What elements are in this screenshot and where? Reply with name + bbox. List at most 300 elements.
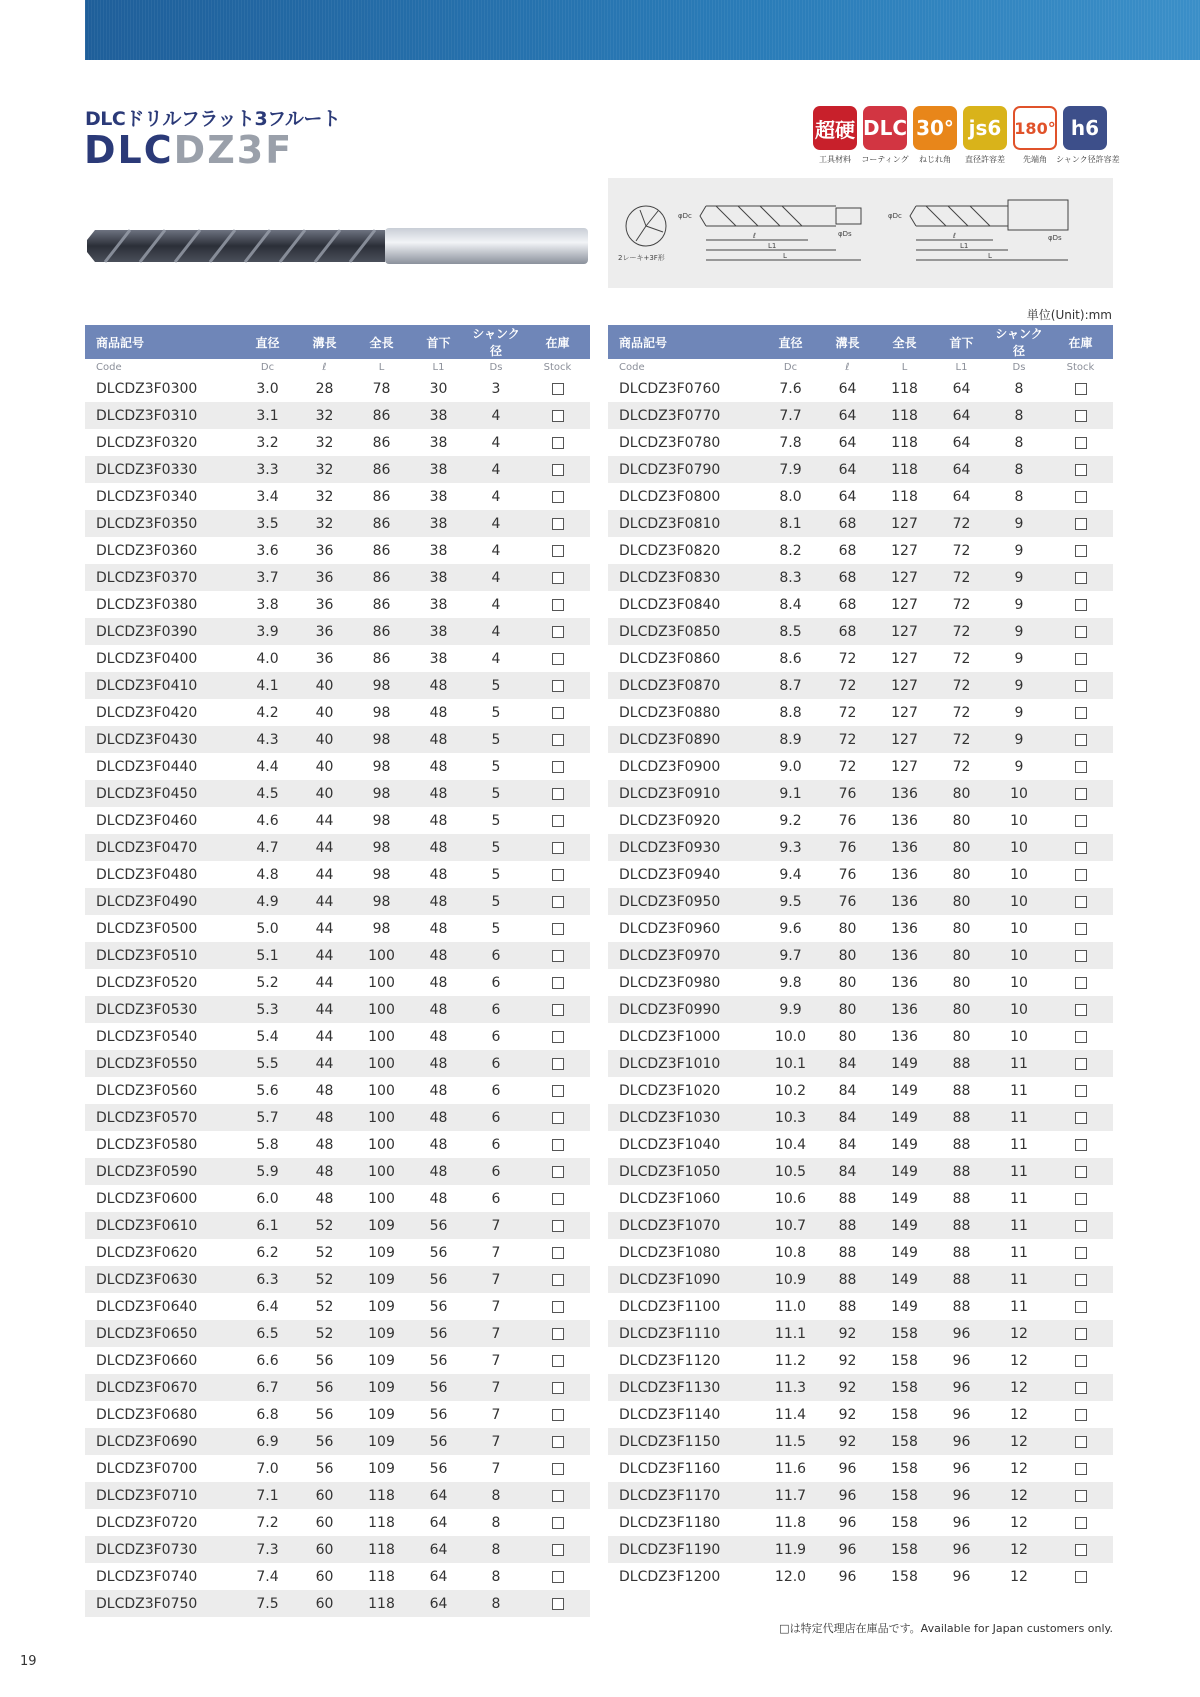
cell-diameter: 8.9 (762, 726, 819, 753)
cell-stock (525, 1023, 590, 1050)
cell-diameter: 10.9 (762, 1266, 819, 1293)
cell-neck-length: 48 (429, 812, 448, 829)
feature-icons (813, 106, 1120, 166)
cell-stock (1048, 888, 1113, 915)
stock-checkbox-icon (1075, 1382, 1087, 1394)
cell-code: DLCDZ3F0680 (96, 1406, 198, 1423)
cell-neck-length: 56 (429, 1406, 448, 1423)
cell-flute-length: 32 (315, 434, 334, 451)
cell-neck-length: 38 (429, 650, 448, 667)
cell-stock (525, 1239, 590, 1266)
stock-checkbox-icon (552, 788, 564, 800)
cell-overall-length: 149 (891, 1298, 918, 1315)
stock-checkbox-icon (1075, 1301, 1087, 1313)
cell-overall-length: 98 (372, 812, 391, 829)
cell-flute-length: 32 (296, 510, 353, 537)
helix-angle-icon: 30° (913, 106, 957, 150)
cell-overall-length: 158 (876, 1320, 933, 1347)
spec-table-left (85, 325, 590, 1617)
subheader-cell: Dc (239, 359, 296, 375)
cell-overall-length: 109 (353, 1428, 410, 1455)
table-row (608, 1293, 1113, 1320)
stock-checkbox-icon (1075, 1247, 1087, 1259)
cell-shank-diameter: 8 (467, 1536, 525, 1563)
cell-code: DLCDZ3F0610 (85, 1212, 239, 1239)
subheader-cell: Stock (1048, 359, 1113, 375)
cell-flute-length: 52 (296, 1320, 353, 1347)
cell-flute-length: 88 (838, 1244, 857, 1261)
table-row (85, 537, 590, 564)
cell-overall-length: 127 (876, 726, 933, 753)
cell-overall-length: 109 (368, 1298, 395, 1315)
cell-stock (1048, 618, 1113, 645)
cell-overall-length: 118 (368, 1568, 395, 1585)
overall-length-label: L (988, 252, 992, 260)
cell-stock (525, 996, 590, 1023)
cell-stock (525, 402, 590, 429)
table-row (85, 699, 590, 726)
cell-overall-length: 136 (876, 888, 933, 915)
table-row (608, 915, 1113, 942)
cell-neck-length: 48 (429, 1136, 448, 1153)
cell-shank-diameter: 7 (491, 1244, 501, 1261)
cell-overall-length: 158 (876, 1536, 933, 1563)
cell-flute-length: 52 (296, 1212, 353, 1239)
cell-flute-length: 44 (296, 996, 353, 1023)
cell-diameter: 7.0 (256, 1460, 279, 1477)
cell-neck-length: 64 (429, 1568, 448, 1585)
stock-checkbox-icon (552, 950, 564, 962)
cell-stock (525, 375, 590, 402)
stock-checkbox-icon (552, 518, 564, 530)
cell-flute-length: 44 (296, 1050, 353, 1077)
cell-stock (525, 591, 590, 618)
cell-flute-length: 44 (315, 812, 334, 829)
cell-flute-length: 76 (819, 780, 876, 807)
cell-flute-length: 36 (315, 542, 334, 559)
cell-flute-length: 56 (296, 1428, 353, 1455)
table-row (85, 1131, 590, 1158)
cell-diameter: 11.0 (774, 1298, 807, 1315)
cell-overall-length: 158 (876, 1428, 933, 1455)
table-row (608, 1212, 1113, 1239)
cell-neck-length: 88 (952, 1244, 971, 1261)
stock-checkbox-icon (1075, 896, 1087, 908)
ds-label: φDs (1048, 234, 1062, 242)
cell-neck-length: 96 (952, 1406, 971, 1423)
table-row (608, 1320, 1113, 1347)
cell-code: DLCDZ3F0670 (85, 1374, 239, 1401)
cell-shank-diameter: 9 (990, 510, 1048, 537)
cell-flute-length: 60 (315, 1568, 334, 1585)
cell-neck-length: 48 (410, 1104, 467, 1131)
cell-overall-length: 86 (372, 488, 391, 505)
cell-overall-length: 158 (876, 1482, 933, 1509)
cell-overall-length: 118 (353, 1590, 410, 1617)
cell-stock (525, 1482, 590, 1509)
cell-code: DLCDZ3F0430 (85, 726, 239, 753)
table-row (85, 861, 590, 888)
cell-neck-length: 48 (410, 834, 467, 861)
cell-shank-diameter: 12 (1010, 1406, 1028, 1423)
cell-stock (525, 456, 590, 483)
cell-shank-diameter: 11 (990, 1212, 1048, 1239)
cell-shank-diameter: 8 (1014, 488, 1024, 505)
cell-code: DLCDZ3F0900 (619, 758, 721, 775)
cell-overall-length: 98 (353, 672, 410, 699)
cell-flute-length: 76 (819, 834, 876, 861)
table-row (608, 483, 1113, 510)
cell-diameter: 3.6 (256, 542, 279, 559)
cell-flute-length: 84 (819, 1104, 876, 1131)
cell-shank-diameter: 5 (467, 726, 525, 753)
table-row (85, 1536, 590, 1563)
stock-checkbox-icon (1075, 1409, 1087, 1421)
table-row (608, 1563, 1113, 1590)
cell-overall-length: 149 (876, 1266, 933, 1293)
cell-flute-length: 52 (315, 1244, 334, 1261)
cell-neck-length: 72 (952, 704, 971, 721)
stock-checkbox-icon (1075, 1004, 1087, 1016)
table-row (85, 1212, 590, 1239)
cell-neck-length: 56 (429, 1352, 448, 1369)
stock-checkbox-icon (1075, 1517, 1087, 1529)
cell-stock (525, 1536, 590, 1563)
cell-overall-length: 100 (368, 1190, 395, 1207)
cell-flute-length: 44 (315, 974, 334, 991)
cell-overall-length: 136 (876, 834, 933, 861)
cell-flute-length: 80 (838, 1028, 857, 1045)
cell-flute-length: 52 (296, 1266, 353, 1293)
cell-shank-diameter: 10 (990, 996, 1048, 1023)
table-row (608, 1266, 1113, 1293)
icon-caption: 工具材料 (819, 155, 851, 164)
table-row (85, 1374, 590, 1401)
cell-diameter: 6.9 (239, 1428, 296, 1455)
table-row (608, 1374, 1113, 1401)
cell-diameter: 11.4 (774, 1406, 807, 1423)
cell-shank-diameter: 6 (491, 1190, 501, 1207)
cell-overall-length: 118 (891, 488, 918, 505)
stock-checkbox-icon (1075, 1112, 1087, 1124)
cell-neck-length: 64 (933, 456, 990, 483)
cell-code: DLCDZ3F0990 (608, 996, 762, 1023)
cell-flute-length: 64 (838, 380, 857, 397)
cell-stock (525, 888, 590, 915)
cell-stock (1048, 1158, 1113, 1185)
cell-code: DLCDZ3F0320 (96, 434, 198, 451)
cell-code: DLCDZ3F1000 (619, 1028, 721, 1045)
cell-stock (1048, 402, 1113, 429)
stock-checkbox-icon (552, 734, 564, 746)
cell-overall-length: 127 (876, 618, 933, 645)
cell-neck-length: 80 (933, 942, 990, 969)
stock-checkbox-icon (552, 869, 564, 881)
col-overall-length: 全長 (353, 325, 410, 359)
table-row (608, 456, 1113, 483)
stock-checkbox-icon (1075, 1220, 1087, 1232)
cell-overall-length: 86 (372, 650, 391, 667)
cell-flute-length: 80 (838, 920, 857, 937)
stock-checkbox-icon (1075, 869, 1087, 881)
product-title-suffix: DZ3F (173, 128, 294, 172)
cell-shank-diameter: 11 (990, 1266, 1048, 1293)
cell-diameter: 3.9 (239, 618, 296, 645)
cell-shank-diameter: 6 (491, 1082, 501, 1099)
cell-code: DLCDZ3F0440 (96, 758, 198, 775)
cell-stock (525, 1104, 590, 1131)
cell-diameter: 8.3 (762, 564, 819, 591)
cell-code: DLCDZ3F0700 (96, 1460, 198, 1477)
cell-diameter: 8.8 (779, 704, 802, 721)
cell-diameter: 11.9 (762, 1536, 819, 1563)
table-row (85, 1293, 590, 1320)
cell-shank-diameter: 4 (491, 434, 501, 451)
cell-stock (1048, 1320, 1113, 1347)
stock-checkbox-icon (1075, 923, 1087, 935)
cell-code: DLCDZ3F0860 (619, 650, 721, 667)
cell-neck-length: 64 (410, 1590, 467, 1617)
table-row (85, 1158, 590, 1185)
cell-overall-length: 136 (891, 866, 918, 883)
cell-diameter: 10.1 (762, 1050, 819, 1077)
cell-flute-length: 44 (296, 888, 353, 915)
table-subheader-row (608, 359, 1113, 375)
table-row (85, 1509, 590, 1536)
cell-overall-length: 78 (372, 380, 391, 397)
cell-diameter: 7.4 (256, 1568, 279, 1585)
table-row (608, 726, 1113, 753)
stock-checkbox-icon (1075, 1328, 1087, 1340)
cell-diameter: 7.6 (779, 380, 802, 397)
table-row (608, 996, 1113, 1023)
cell-neck-length: 88 (933, 1050, 990, 1077)
cell-flute-length: 92 (838, 1406, 857, 1423)
cell-flute-length: 36 (315, 596, 334, 613)
cell-shank-diameter: 11 (990, 1104, 1048, 1131)
table-row (85, 1347, 590, 1374)
cell-shank-diameter: 6 (467, 1158, 525, 1185)
cell-stock (1048, 510, 1113, 537)
cell-overall-length: 86 (353, 402, 410, 429)
cell-overall-length: 127 (891, 704, 918, 721)
product-title-prefix: DLC (84, 128, 174, 172)
cell-code: DLCDZ3F1200 (619, 1568, 721, 1585)
stock-checkbox-icon (1075, 1274, 1087, 1286)
subheader-cell: Stock (525, 359, 590, 375)
cell-flute-length: 44 (296, 942, 353, 969)
table-row (608, 1401, 1113, 1428)
cell-shank-diameter: 4 (467, 618, 525, 645)
cell-diameter: 6.7 (239, 1374, 296, 1401)
cell-code: DLCDZ3F1110 (608, 1320, 762, 1347)
table-row (608, 1536, 1113, 1563)
cell-diameter: 6.2 (256, 1244, 279, 1261)
cell-diameter: 11.2 (774, 1352, 807, 1369)
cell-stock (525, 807, 590, 834)
cell-code: DLCDZ3F1090 (608, 1266, 762, 1293)
cell-neck-length: 30 (429, 380, 448, 397)
cell-diameter: 3.0 (256, 380, 279, 397)
cell-diameter: 9.4 (779, 866, 802, 883)
cell-code: DLCDZ3F0880 (619, 704, 721, 721)
table-row (608, 402, 1113, 429)
stock-checkbox-icon (552, 1598, 564, 1610)
cell-overall-length: 98 (353, 834, 410, 861)
cell-neck-length: 72 (952, 542, 971, 559)
table-row (608, 1455, 1113, 1482)
table-row (85, 672, 590, 699)
icon-caption: 直径許容差 (965, 155, 1005, 164)
cell-flute-length: 52 (315, 1298, 334, 1315)
cell-diameter: 10.5 (762, 1158, 819, 1185)
l1-label: L1 (960, 242, 969, 250)
stock-checkbox-icon (552, 1031, 564, 1043)
cell-shank-diameter: 4 (491, 488, 501, 505)
stock-checkbox-icon (552, 1544, 564, 1556)
cell-shank-diameter: 7 (491, 1460, 501, 1477)
table-row (608, 1104, 1113, 1131)
cell-stock (1048, 1023, 1113, 1050)
cell-stock (1048, 1104, 1113, 1131)
cell-flute-length: 84 (819, 1050, 876, 1077)
cell-neck-length: 56 (410, 1320, 467, 1347)
cell-stock (1048, 1428, 1113, 1455)
stock-checkbox-icon (1075, 1085, 1087, 1097)
cell-stock (1048, 915, 1113, 942)
cell-flute-length: 68 (838, 596, 857, 613)
dimension-drawing (608, 178, 1113, 288)
cell-overall-length: 100 (353, 1158, 410, 1185)
point-angle-icon: 180° (1013, 106, 1057, 150)
table-row (85, 1563, 590, 1590)
cell-shank-diameter: 9 (1014, 650, 1024, 667)
cell-flute-length: 80 (838, 974, 857, 991)
cell-neck-length: 80 (952, 866, 971, 883)
cell-shank-diameter: 9 (1014, 596, 1024, 613)
cell-flute-length: 84 (838, 1082, 857, 1099)
stock-checkbox-icon (1075, 977, 1087, 989)
cell-shank-diameter: 10 (990, 780, 1048, 807)
col-shank-diameter: シャンク径 (467, 325, 525, 359)
cell-code: DLCDZ3F0400 (96, 650, 198, 667)
table-row (608, 537, 1113, 564)
cell-diameter: 5.3 (239, 996, 296, 1023)
cell-code: DLCDZ3F0380 (96, 596, 198, 613)
cell-stock (1048, 969, 1113, 996)
stock-checkbox-icon (552, 545, 564, 557)
cell-code: DLCDZ3F0770 (608, 402, 762, 429)
table-row (85, 456, 590, 483)
cell-diameter: 3.7 (239, 564, 296, 591)
cell-flute-length: 88 (838, 1298, 857, 1315)
cell-flute-length: 88 (819, 1266, 876, 1293)
stock-checkbox-icon (1075, 1355, 1087, 1367)
stock-checkbox-icon (1075, 410, 1087, 422)
cell-flute-length: 44 (315, 1028, 334, 1045)
subheader-cell: ℓ (296, 359, 353, 375)
stock-checkbox-icon (1075, 1571, 1087, 1583)
cell-shank-diameter: 6 (491, 1136, 501, 1153)
cell-shank-diameter: 8 (467, 1482, 525, 1509)
cell-neck-length: 96 (952, 1514, 971, 1531)
table-row (85, 888, 590, 915)
cell-overall-length: 118 (353, 1536, 410, 1563)
table-row (608, 591, 1113, 618)
stock-checkbox-icon (1075, 1436, 1087, 1448)
cell-shank-diameter: 8 (467, 1590, 525, 1617)
stock-checkbox-icon (1075, 950, 1087, 962)
cell-shank-diameter: 11 (990, 1050, 1048, 1077)
footnote: □は特定代理店在庫品です。Available for Japan customers only. (779, 1622, 1113, 1635)
cell-stock (525, 1590, 590, 1617)
cell-code: DLCDZ3F0450 (85, 780, 239, 807)
cell-flute-length: 48 (315, 1082, 334, 1099)
stock-checkbox-icon (552, 815, 564, 827)
stock-checkbox-icon (1075, 491, 1087, 503)
cell-overall-length: 86 (372, 542, 391, 559)
cell-diameter: 7.1 (239, 1482, 296, 1509)
cell-stock (525, 1212, 590, 1239)
cell-neck-length: 48 (429, 758, 448, 775)
cell-code: DLCDZ3F0570 (85, 1104, 239, 1131)
cell-flute-length: 72 (819, 726, 876, 753)
cell-shank-diameter: 12 (1010, 1514, 1028, 1531)
cell-neck-length: 88 (933, 1212, 990, 1239)
cell-shank-diameter: 9 (1014, 704, 1024, 721)
cell-neck-length: 96 (952, 1460, 971, 1477)
page-number: 19 (20, 1654, 37, 1669)
stock-checkbox-icon (552, 1058, 564, 1070)
cell-neck-length: 56 (429, 1244, 448, 1261)
cell-code: DLCDZ3F0750 (85, 1590, 239, 1617)
col-shank-diameter: シャンク径 (990, 325, 1048, 359)
cell-diameter: 4.1 (239, 672, 296, 699)
table-row (85, 1320, 590, 1347)
cell-flute-length: 68 (838, 542, 857, 559)
cell-overall-length: 100 (353, 1050, 410, 1077)
cell-neck-length: 88 (933, 1104, 990, 1131)
cell-code: DLCDZ3F1190 (608, 1536, 762, 1563)
cell-neck-length: 48 (429, 1190, 448, 1207)
stock-checkbox-icon (1075, 1544, 1087, 1556)
cell-diameter: 6.3 (239, 1266, 296, 1293)
cell-diameter: 10.3 (762, 1104, 819, 1131)
cell-flute-length: 48 (315, 1136, 334, 1153)
table-row (608, 780, 1113, 807)
cell-stock (525, 510, 590, 537)
cell-overall-length: 127 (891, 542, 918, 559)
cell-neck-length: 38 (429, 434, 448, 451)
dimension-diagram (608, 178, 1113, 288)
subheader-cell: L (876, 359, 933, 375)
table-row (608, 699, 1113, 726)
cell-overall-length: 109 (368, 1406, 395, 1423)
product-title (84, 128, 293, 172)
cell-shank-diameter: 5 (491, 920, 501, 937)
table-row (608, 564, 1113, 591)
cell-neck-length: 88 (952, 1298, 971, 1315)
cell-shank-diameter: 6 (467, 942, 525, 969)
cell-overall-length: 127 (876, 672, 933, 699)
cell-neck-length: 96 (952, 1352, 971, 1369)
table-row (85, 1050, 590, 1077)
cell-neck-length: 38 (429, 542, 448, 559)
table-row (85, 1104, 590, 1131)
cell-overall-length: 109 (368, 1460, 395, 1477)
cell-neck-length: 72 (933, 564, 990, 591)
cell-stock (1048, 753, 1113, 780)
